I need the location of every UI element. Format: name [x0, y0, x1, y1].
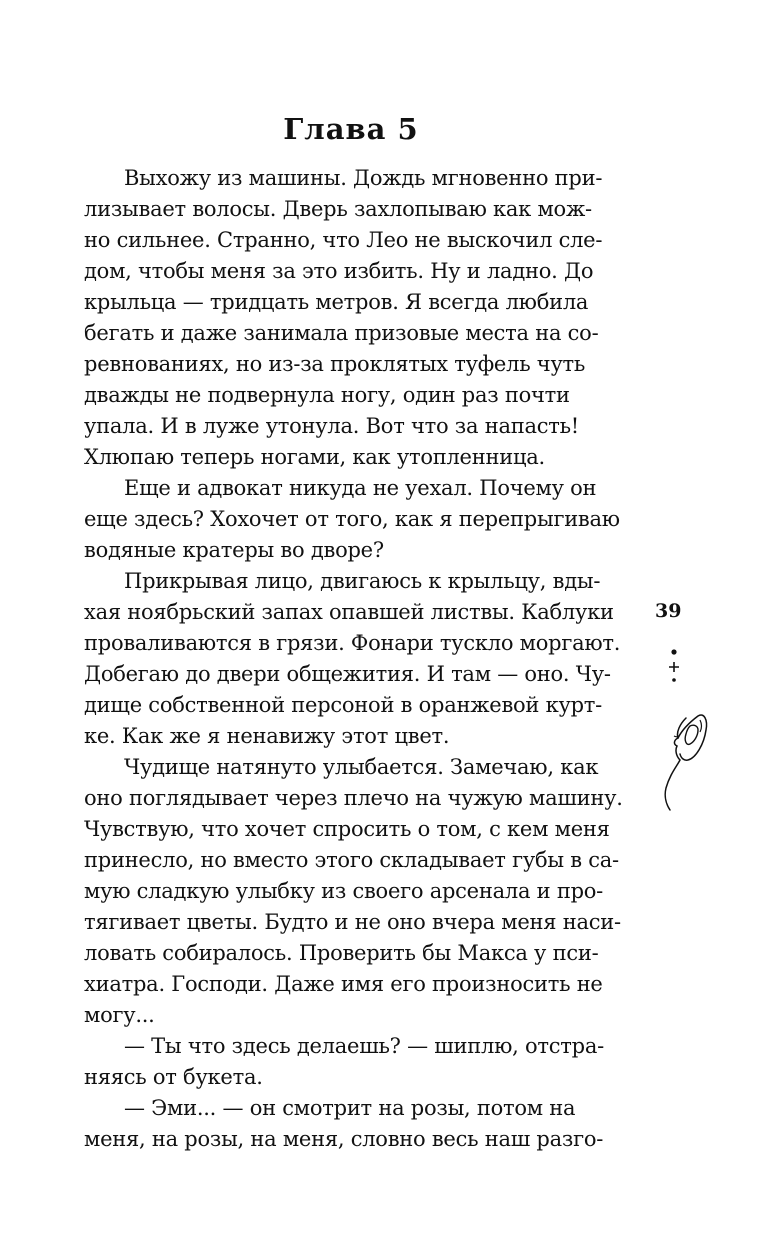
text-line: хая ноябрьский запах опавшей листвы. Каблуки	[84, 600, 614, 624]
text-line: еще здесь? Хохочет от того, как я перепрыгиваю	[84, 507, 620, 531]
text-line: Еще и адвокат никуда не уехал. Почему он	[124, 476, 597, 500]
text-line: хиатра. Господи. Даже имя его произносить не	[84, 972, 603, 996]
paragraph	[84, 752, 623, 1031]
text-line: Чудище натянуто улыбается. Замечаю, как	[124, 755, 599, 779]
text-line: дище собственной персоной в оранжевой курт-	[84, 693, 602, 717]
paragraph	[84, 1031, 616, 1093]
text-line: — Эми... — он смотрит на розы, потом на	[124, 1096, 576, 1120]
text-line: ревнованиях, но из-за проклятых туфель чуть	[84, 352, 586, 376]
paragraph	[84, 163, 616, 473]
text-line: принесло, но вместо этого складывает губы в са-	[84, 848, 619, 872]
text-line: мую сладкую улыбку из своего арсенала и про-	[84, 879, 604, 903]
text-line: Хлюпаю теперь ногами, как утопленница.	[84, 445, 545, 469]
paragraph	[84, 473, 620, 566]
dots-and-face-sketch-icon	[640, 640, 710, 820]
text-line: Добегаю до двери общежития. И там — оно. Чу-	[84, 662, 611, 686]
text-line: упала. И в луже утонула. Вот что за напасть!	[84, 414, 579, 438]
text-line: проваливаются в грязи. Фонари тускло моргают.	[84, 631, 621, 655]
text-line: тягивает цветы. Будто и не оно вчера меня наси-	[84, 910, 621, 934]
text-line: могу...	[84, 1003, 155, 1027]
text-line: — Ты что здесь делаешь? — шиплю, отстра-	[124, 1034, 604, 1058]
text-line: дом, чтобы меня за это избить. Ну и ладно. До	[84, 259, 594, 283]
body-text	[84, 163, 623, 1155]
text-line: оно поглядывает через плечо на чужую машину.	[84, 786, 623, 810]
text-line: Выхожу из машины. Дождь мгновенно при-	[124, 166, 603, 190]
paragraph	[84, 1093, 616, 1155]
text-line: ке. Как же я ненавижу этот цвет.	[84, 724, 450, 748]
text-line: дважды не подвернула ногу, один раз почти	[84, 383, 570, 407]
text-line: ловать собиралось. Проверить бы Макса у пси-	[84, 941, 599, 965]
chapter-title: Глава 5	[283, 112, 419, 146]
text-line: няясь от букета.	[84, 1065, 263, 1089]
page-number: 39	[655, 600, 682, 622]
text-line: меня, на розы, на меня, словно весь наш разго-	[84, 1127, 604, 1151]
paragraph	[84, 566, 621, 752]
text-line: но сильнее. Странно, что Лео не выскочил сле-	[84, 228, 603, 252]
text-line: Прикрывая лицо, двигаюсь к крыльцу, вды-	[124, 569, 601, 593]
text-line: крыльца — тридцать метров. Я всегда любила	[84, 290, 589, 314]
text-line: Чувствую, что хочет спросить о том, с кем меня	[84, 817, 610, 841]
text-line: лизывает волосы. Дверь захлопываю как мож-	[84, 197, 592, 221]
text-line: бегать и даже занимала призовые места на со-	[84, 321, 599, 345]
text-line: водяные кратеры во дворе?	[84, 538, 384, 562]
